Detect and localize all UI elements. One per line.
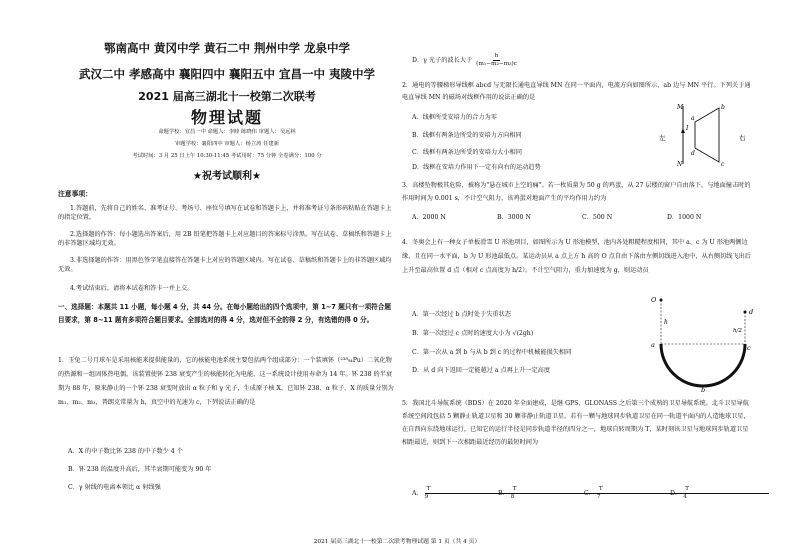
option-label: C． bbox=[584, 490, 595, 497]
option-label: B． bbox=[498, 490, 509, 497]
question-2-option-c: C．线框有两条边所受的安培力大小相同 bbox=[412, 149, 522, 156]
question-5-option-d bbox=[670, 486, 756, 501]
question-4-option-c: C．第一次从 a 到 b 与从 b 到 c 的过程中机械能损失相同 bbox=[412, 349, 572, 356]
fraction-numerator: T bbox=[511, 486, 597, 494]
question-4-option-b: B．第一次经过 c 点时的速度大小为 √(2gh) bbox=[412, 330, 534, 337]
point-d bbox=[744, 311, 747, 314]
label-I: I bbox=[686, 125, 689, 132]
question-5-option-b bbox=[498, 486, 584, 501]
question-4-stem: 4．冬奥会上有一种女子单板滑雪 U 形池项目，如图所示为 U 形池模型，池内各处粗糙程度相同，其中 a、c 为 U 形池两侧边缘，且在同一水平面，b 为 U 形池最低点。某运动员从 a 点上方 h 高的 O 点自由下落由左侧切线进入池中，从右侧切线飞出后上升至最高位置 d 点（相对 c 点高度为 h/2）。不计空气阻力，重力加速度为 g，则运动员 bbox=[402, 239, 751, 274]
label-d: d bbox=[749, 308, 754, 316]
label-a: a bbox=[651, 341, 655, 349]
label-b: b bbox=[701, 386, 706, 394]
question-5-stem: 5．我国北斗导航系统（BDS）在 2020 年全面建成，是继 GPS、GLONASS 之后第三个成熟的卫星导航系统。北斗卫星导航系统空间段包括 5 颗静止轨道卫星和 30 颗非静止轨道卫星。若有一颗与地球同步轨道卫星在同一轨道平面内的人造地球卫星，在自西向东绕地球运行，已知它的运行半径是同步轨道半径的四分之一，地球自转周期为 T，某时刻该卫星与地球同步轨道卫星相距最近，则到下一次相距最近经历的最短时间为 bbox=[402, 400, 750, 446]
label-c: c bbox=[721, 161, 725, 168]
question-5-option-a bbox=[412, 486, 498, 501]
good-luck-banner: ★祝考试顺利★ bbox=[193, 171, 261, 182]
label-a: a bbox=[691, 115, 695, 122]
fraction-denominator: 7 bbox=[596, 494, 601, 500]
exam-title: 2021 届高三湖北十一校第二次联考 bbox=[138, 90, 316, 103]
question-1-option-a: A．X 的中子数比钚 238 的中子数少 4 个 bbox=[68, 448, 183, 455]
notes-title: 注意事项： bbox=[58, 190, 92, 198]
question-1-stem: 1．玉兔二号月球车是采用核能来提供能量的，它的核能电池系统主要包括两个组成部分：一个装填钚（²³⁸₉₄Pu）二氧化物的热源和一组固体热电偶。该装置使钚 238 衰变产生的核能转化为电能，这一系统设计使用寿命为 14 年。钚 238 的半衰期为 88 年，原来静止的一个钚 238 衰变时放出 α 粒子和 γ 光子，生成原子核 X。已知钚 238、α 粒子、X 的质量分别为 m₁、m₂、m₃，普朗克常量为 h，真空中的光速为 c，下列说法正确的是 bbox=[58, 357, 394, 406]
note-item: 4.考试结束后，请将本试卷和答卡一并上交。 bbox=[70, 285, 194, 292]
meta-line-3: 考试时间：3 月 25 日上午 10:30-11:45 考试用时：75 分钟 全卷满分：100 分 bbox=[132, 153, 322, 159]
schools-line-1: 鄂南高中 黄冈中学 黄石二中 荆州中学 龙泉中学 bbox=[103, 41, 350, 55]
note-item: 3.非选择题的作答：用黑色签字笔直接答在答题卡上对应的答题区域内。写在试卷、草稿纸和答题卡上的非答题区域均无效。 bbox=[58, 257, 392, 273]
question-2-option-b: B．线框有两条边所受的安培力方向相同 bbox=[412, 132, 522, 139]
question-3-option-b: B．3000 N bbox=[497, 214, 531, 221]
question-3-option-d: D．1000 N bbox=[667, 214, 702, 221]
option-d-prefix: D．γ 光子的波长大于 bbox=[412, 57, 473, 64]
option-d-fraction bbox=[476, 53, 517, 68]
question-5-option-c bbox=[584, 486, 670, 501]
right-column bbox=[402, 0, 754, 540]
question-2-stem: 2．通电的等腰梯形导线框 abcd 与无限长通电直导线 MN 在同一平面内，电流方向如图所示，ab 边与 MN 平行。下列关于通电直导线 MN 的磁场对线框作用的说法正确的是 bbox=[402, 82, 751, 101]
label-left: 左 bbox=[659, 134, 666, 142]
current-arrow-icon bbox=[681, 128, 685, 133]
question-4-option-a: A．第一次经过 b 点时处于失重状态 bbox=[412, 311, 511, 318]
question-3-stem: 3．高楼坠物极其危险，被称为"悬在城市上空的痛"。若一枚质量为 50 g 的鸡蛋，从 27 层楼的窗户自由落下，与地面撞击时的作用时间为 0.001 s，不计空气阻力，该鸡蛋对地面产生的平均作用力约为 bbox=[402, 182, 751, 202]
fraction-denominator: 4 bbox=[683, 494, 687, 500]
meta-line-1: 命题学校：宜昌一中 命题人：李睦 陈晓伟 审题人：吴远林 bbox=[158, 129, 296, 135]
question-3-option-a: A．2000 N bbox=[412, 214, 446, 221]
question-2-option-d: D．线框在安培力作用下一定有向右的运动趋势 bbox=[412, 164, 541, 171]
left-column bbox=[58, 0, 396, 540]
label-M: M bbox=[677, 104, 684, 111]
label-h: h bbox=[664, 319, 668, 326]
label-N: N bbox=[677, 161, 683, 168]
fraction-numerator: T bbox=[425, 486, 511, 494]
wire-frame-diagram bbox=[657, 100, 752, 170]
u-pool-diagram bbox=[647, 292, 752, 392]
label-h-half: h/2 bbox=[733, 328, 742, 334]
note-item: 2.选择题的作答：每小题选出答案后，用 2B 铅笔把答题卡上对应题目的答案标号涂黑。写在试卷、草稿纸和答题卡上的非答题区域均无效。 bbox=[58, 231, 392, 247]
point-O bbox=[660, 299, 663, 302]
fraction-denominator: 9 bbox=[424, 494, 429, 500]
option-label: A． bbox=[412, 490, 423, 497]
fraction-numerator: T bbox=[683, 486, 769, 494]
label-b: b bbox=[721, 104, 725, 111]
label-O: O bbox=[651, 296, 657, 304]
fraction-numerator: h bbox=[494, 53, 499, 59]
question-1-option-c: C．γ 射线的电离本领比 α 射线强 bbox=[68, 484, 161, 491]
subject-title: 物理试题 bbox=[190, 108, 263, 127]
page-footer: 2021 届高三湖北十一校第二次联考物理试题 第 1 页（共 4 页） bbox=[313, 539, 481, 545]
label-d: d bbox=[691, 150, 695, 157]
section-instructions: 一、选择题：本题共 11 小题，每小题 4 分，共 44 分。在每小题给出的四个选项中，第 1~7 题只有一项符合题目要求，第 8~11 题有多项符合题目要求。全部选对的得 4 分，选对但不全的得 2 分，有选错的得 0 分。 bbox=[58, 303, 391, 324]
question-3-options bbox=[412, 213, 752, 222]
fraction-denominator: (m₁−m₂−m₃)c bbox=[476, 61, 518, 67]
u-pool-curve bbox=[661, 344, 745, 386]
question-4-option-d: D．从 d 向下返回一定能越过 a 点再上升一定高度 bbox=[412, 367, 551, 374]
meta-line-2: 审题学校：襄阳四中 审题人：杨立涛 任建新 bbox=[174, 141, 279, 147]
question-1-option-b: B．钚 238 的温度升高后，其半衰期可能变为 90 年 bbox=[68, 466, 212, 473]
schools-line-2: 武汉二中 孝感高中 襄阳四中 襄阳五中 宜昌一中 夷陵中学 bbox=[78, 67, 375, 81]
question-1-option-d bbox=[412, 53, 517, 68]
question-3-option-c: C．500 N bbox=[582, 214, 613, 221]
fraction-denominator: 8 bbox=[510, 494, 515, 500]
label-right: 右 bbox=[739, 134, 746, 142]
note-item: 1.答题前，先将自己的姓名、准考证号、考场号、座位号填写在试卷和答题卡上，并将准考证号条形码粘贴在答题卡上的指定位置。 bbox=[58, 205, 392, 221]
option-fraction bbox=[683, 486, 769, 501]
question-5-options bbox=[412, 486, 752, 501]
label-c: c bbox=[747, 344, 751, 352]
question-2-option-a: A．线框所受安培力的合力为零 bbox=[412, 114, 497, 121]
fraction-numerator: T bbox=[597, 486, 683, 494]
trapezoid-frame bbox=[695, 108, 719, 162]
option-label: D． bbox=[670, 490, 682, 497]
